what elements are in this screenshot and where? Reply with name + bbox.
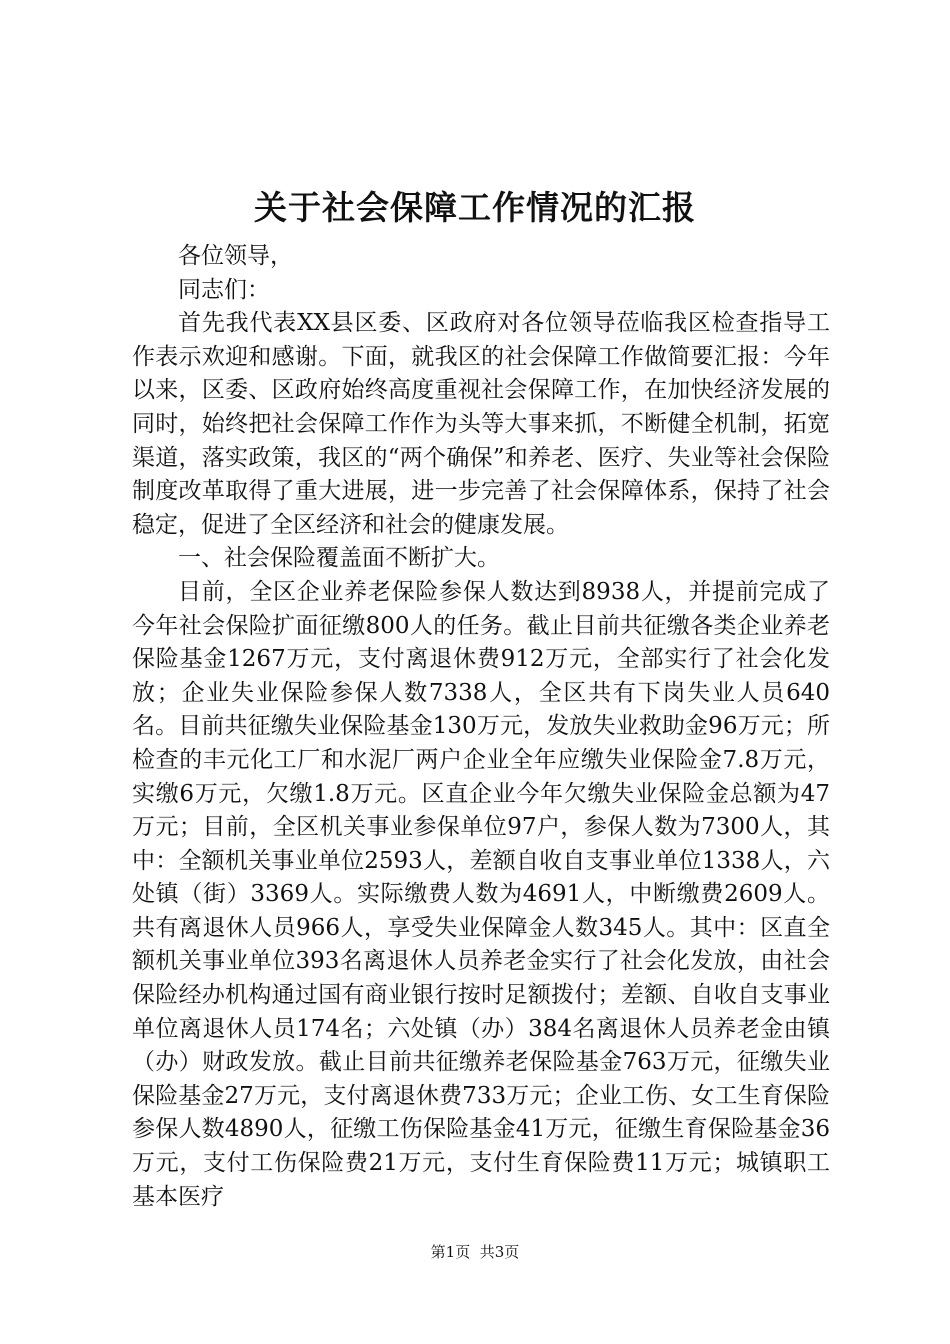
page-number: 第1页 xyxy=(430,1243,471,1261)
page-total: 共3页 xyxy=(479,1243,520,1261)
document-body xyxy=(132,240,830,1214)
page-footer xyxy=(0,1242,950,1262)
salutation-comrades: 同志们： xyxy=(178,276,270,303)
section-heading-1: 一、社会保险覆盖面不断扩大。 xyxy=(178,545,500,572)
salutation-leaders: 各位领导， xyxy=(178,243,293,269)
intro-paragraph: 首先我代表XX县区委、区政府对各位领导莅临我区检查指导工作表示欢迎和感谢。下面，就我区的社会保障工作做简要汇报：今年以来，区委、区政府始终高度重视社会保障工作，在加快经济发展的同时，始终把社会保障工作作为头等大事来抓，不断健全机制，拓宽渠道，落实政策，我区的“两个确保”和养老、医疗、失业等社会保险制度改革取得了重大进展，进一步完善了社会保障体系，保持了社会稳定，促进了全区经济和社会的健康发展。 xyxy=(132,310,830,538)
footer-separator xyxy=(470,1243,480,1261)
section-1-paragraph: 目前，全区企业养老保险参保人数达到8938人，并提前完成了今年社会保险扩面征缴800人的任务。截止目前共征缴各类企业养老保险基金1267万元，支付离退休费912万元，全部实行了社会化发放；企业失业保险参保人数7338人，全区共有下岗失业人员640名。目前共征缴失业保险基金130万元，发放失业救助金96万元；所检查的丰元化工厂和水泥厂两户企业全年应缴失业保险金7.8万元，实缴6万元，欠缴1.8万元。区直企业今年欠缴失业保险金总额为47万元；目前，全区机关事业参保单位97户，参保人数为7300人，其中：全额机关事业单位2593人，差额自收自支事业单位1338人，六处镇（街）3369人。实际缴费人数为4691人，中断缴费2609人。共有离退休人员966人，享受失业保障金人数345人。其中：区直全额机关事业单位393名离退休人员养老金实行了社会化发放，由社会保险经办机构通过国有商业银行按时足额拨付；差额、自收自支事业单位离退休人员174名；六处镇（办）384名离退休人员养老金由镇（办）财政发放。截止目前共征缴养老保险基金763万元，征缴失业保险基金27万元，支付离退休费733万元；企业工伤、女工生育保险参保人数4890人，征缴工伤保险基金41万元，征缴生育保险基金36万元，支付工伤保险费21万元，支付生育保险费11万元；城镇职工基本医疗 xyxy=(132,578,830,1210)
document-title: 关于社会保障工作情况的汇报 xyxy=(254,188,696,227)
